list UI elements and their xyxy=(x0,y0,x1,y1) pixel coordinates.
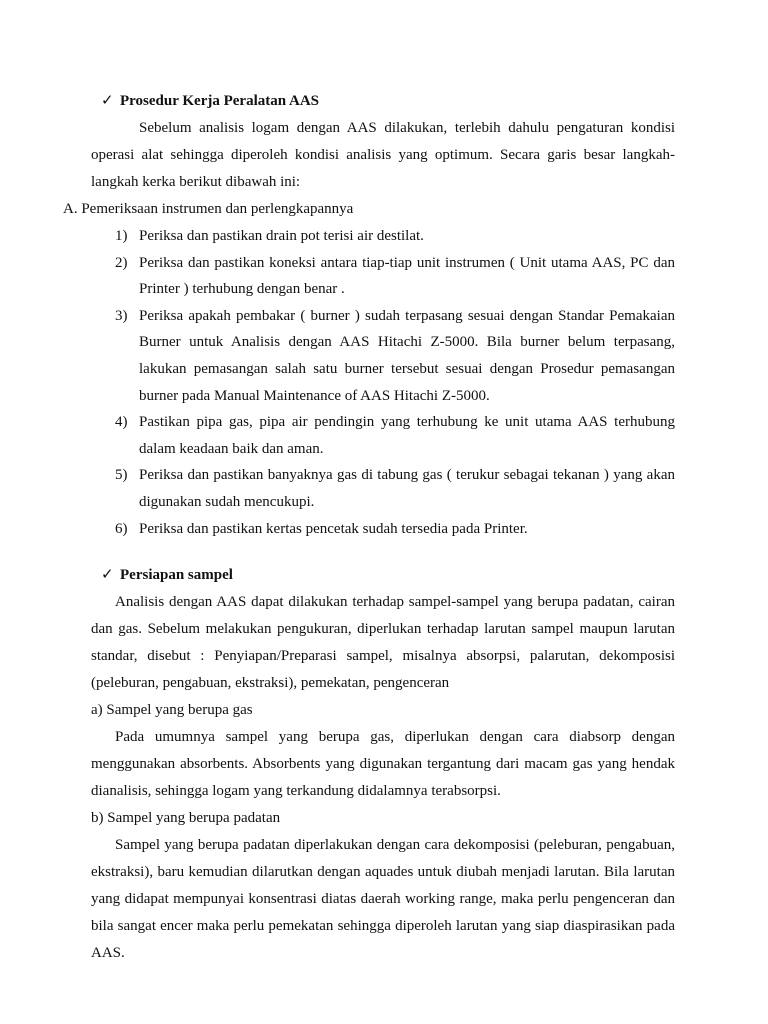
check-icon: ✓ xyxy=(101,93,114,109)
steps-list xyxy=(91,223,675,542)
list-item xyxy=(91,250,675,303)
padatan-paragraph: Sampel yang berupa padatan diperlakukan dengan cara dekomposisi (peleburan, pengabuan, ekstraksi), baru kemudian dilarutkan dengan aquades untuk diubah menjadi larutan. Bila larutan yang didapat mempunyai konsentrasi diatas daerah working range, maka perlu pengenceran dan bila sangat encer maka perlu pemekatan sehingga diperoleh larutan yang siap diaspirasikan pada AAS. xyxy=(91,837,675,962)
section-heading-text: Persiapan sampel xyxy=(120,567,233,584)
list-number: 5) xyxy=(115,467,128,484)
list-item xyxy=(91,516,675,543)
section-spacer xyxy=(91,542,675,562)
list-number: 4) xyxy=(115,414,128,431)
document-content xyxy=(63,88,675,967)
list-text: Periksa dan pastikan kertas pencetak sudah tersedia pada Printer. xyxy=(139,520,528,537)
list-text: Pastikan pipa gas, pipa air pendingin yang terhubung ke unit utama AAS terhubung dalam keadaan baik dan aman. xyxy=(139,414,675,457)
list-item xyxy=(91,462,675,515)
subheading-padatan: b) Sampel yang berupa padatan xyxy=(91,810,281,827)
section-intro-paragraph: Sebelum analisis logam dengan AAS dilakukan, terlebih dahulu pengaturan kondisi operasi alat sehingga diperoleh kondisi analisis yang optimum. Secara garis besar langkah-langkah kerka berikut dibawah ini: xyxy=(91,120,675,190)
section-heading-text: Prosedur Kerja Peralatan AAS xyxy=(120,93,320,109)
list-item xyxy=(91,223,675,250)
subheading-gas: a) Sampel yang berupa gas xyxy=(91,702,253,719)
list-item xyxy=(91,409,675,462)
list-text: Periksa dan pastikan koneksi antara tiap-tiap unit instrumen ( Unit utama AAS, PC dan Printer ) terhubung dengan benar . xyxy=(139,254,675,298)
subheading-pemeriksaan: A. Pemeriksaan instrumen dan perlengkapannya xyxy=(63,201,354,217)
list-number: 2) xyxy=(115,254,128,271)
list-number: 1) xyxy=(115,228,128,244)
section-heading-persiapan xyxy=(91,562,675,589)
list-text: Periksa dan pastikan drain pot terisi air destilat. xyxy=(139,228,424,244)
check-icon: ✓ xyxy=(101,567,114,584)
gas-paragraph: Pada umumnya sampel yang berupa gas, diperlukan dengan cara diabsorp dengan menggunakan absorbents. Absorbents yang digunakan tergantung dari macam gas yang hendak dianalisis, sehingga logam yang terkandung didalamnya terabsorpsi. xyxy=(91,729,675,800)
list-item xyxy=(91,303,675,409)
list-number: 6) xyxy=(115,520,128,537)
list-text: Periksa dan pastikan banyaknya gas di tabung gas ( terukur sebagai tekanan ) yang akan digunakan sudah mencukupi. xyxy=(139,467,675,510)
list-number: 3) xyxy=(115,307,128,324)
section-heading-prosedur xyxy=(91,88,675,115)
list-text: Periksa apakah pembakar ( burner ) sudah terpasang sesuai dengan Standar Pemakaian Burner untuk Analisis dengan AAS Hitachi Z-5000. Bila burner belum terpasang, lakukan pemasangan salah satu burner tersebut sesuai dengan Prosedur pemasangan burner pada Manual Maintenance of AAS Hitachi Z-5000. xyxy=(139,307,675,404)
sample-intro-paragraph: Analisis dengan AAS dapat dilakukan terhadap sampel-sampel yang berupa padatan, cairan dan gas. Sebelum melakukan pengukuran, diperlukan terhadap larutan sampel maupun larutan standar, disebut : Penyiapan/Preparasi sampel, misalnya absorpsi, palarutan, dekomposisi (peleburan, pengabuan, ekstraksi), pemekatan, pengenceran xyxy=(91,594,675,692)
